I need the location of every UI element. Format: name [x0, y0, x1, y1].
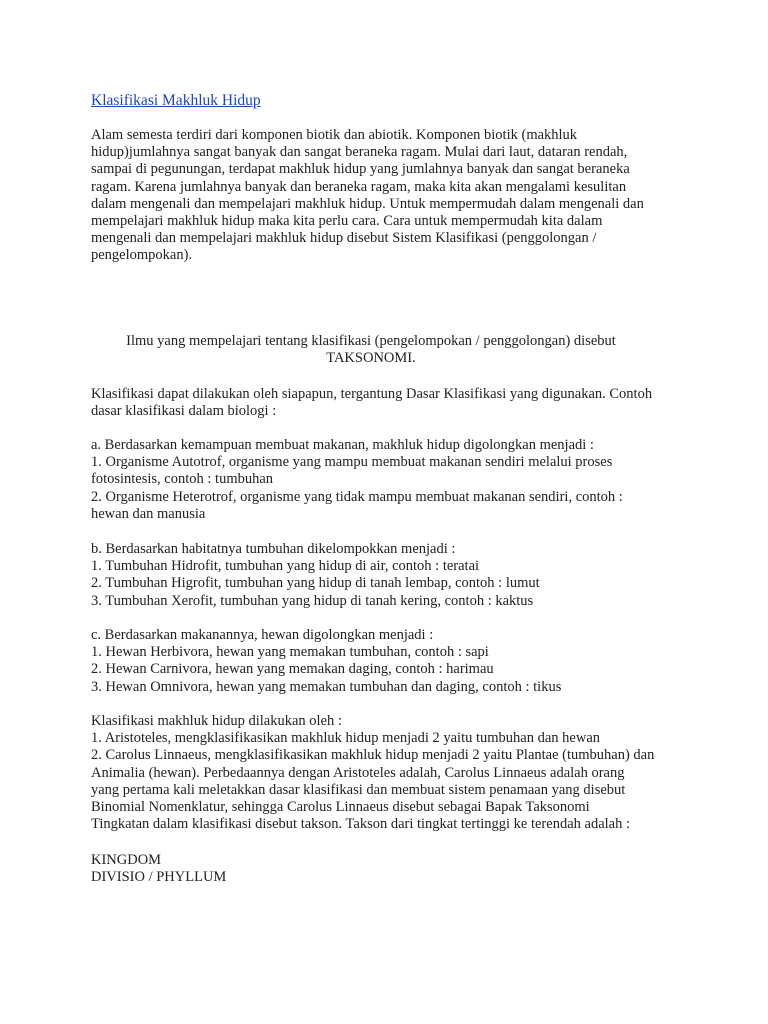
section-b-line: b. Berdasarkan habitatnya tumbuhan dikelompokkan menjadi : — [91, 541, 456, 557]
intro-line: mengenali dan mempelajari makhluk hidup disebut Sistem Klasifikasi (penggolongan / — [91, 230, 597, 247]
taxon-item: DIVISIO / PHYLLUM — [91, 869, 227, 886]
section-b-line: 3. Tumbuhan Xerofit, tumbuhan yang hidup di tanah kering, contoh : kaktus — [91, 592, 534, 609]
section-c-line: 3. Hewan Omnivora, hewan yang memakan tumbuhan dan daging, contoh : tikus — [91, 678, 562, 695]
intro-line: ragam. Karena jumlahnya banyak dan beraneka ragam, maka kita akan mengalami kesulitan — [91, 178, 627, 195]
document-title-link[interactable]: Klasifikasi Makhluk Hidup — [91, 92, 261, 109]
history-paragraph — [91, 713, 691, 833]
intro-line: dalam mengenali dan mempelajari makhluk hidup. Untuk mempermudah dalam mengenali dan — [91, 195, 644, 212]
section-c-line: 1. Hewan Herbivora, hewan yang memakan tumbuhan, contoh : sapi — [91, 644, 489, 661]
section-b-line: 1. Tumbuhan Hidrofit, tumbuhan yang hidup di air, contoh : teratai — [91, 558, 480, 575]
taxonomy-definition — [91, 333, 651, 367]
section-a-line: a. Berdasarkan kemampuan membuat makanan, makhluk hidup digolongkan menjadi : — [91, 437, 594, 453]
intro-line: hidup)jumlahnya sangat banyak dan sangat beraneka ragam. Mulai dari laut, dataran rendah, — [91, 144, 628, 161]
history-line: Animalia (hewan). Perbedaannya dengan Aristoteles adalah, Carolus Linnaeus adalah orang — [91, 764, 625, 781]
history-line: yang pertama kali meletakkan dasar klasifikasi dan membuat sistem penamaan yang disebut — [91, 781, 626, 798]
intro-line: sampai di pegunungan, terdapat makhluk hidup yang jumlahnya banyak dan sangat beraneka — [91, 161, 630, 178]
section-a-line: hewan dan manusia — [91, 505, 206, 522]
section-b-list — [91, 541, 691, 610]
taxon-item: KINGDOM — [91, 852, 162, 868]
section-b-line: 2. Tumbuhan Higrofit, tumbuhan yang hidup di tanah lembap, contoh : lumut — [91, 575, 540, 592]
section-c-line: c. Berdasarkan makanannya, hewan digolongkan menjadi : — [91, 627, 434, 643]
basis-line: dasar klasifikasi dalam biologi : — [91, 403, 277, 420]
history-line: 1. Aristoteles, mengklasifikasikan makhluk hidup menjadi 2 yaitu tumbuhan dan hewan — [91, 730, 601, 747]
history-line: Tingkatan dalam klasifikasi disebut takson. Takson dari tingkat tertinggi ke terendah adalah : — [91, 816, 630, 833]
intro-line: mempelajari makhluk hidup maka kita perlu cara. Cara untuk mempermudah kita dalam — [91, 213, 603, 230]
basis-line: Klasifikasi dapat dilakukan oleh siapapun, tergantung Dasar Klasifikasi yang digunakan. Contoh — [91, 386, 653, 402]
section-a-line: 1. Organisme Autotrof, organisme yang mampu membuat makanan sendiri melalui proses — [91, 454, 613, 471]
history-line: Binomial Nomenklatur, sehingga Carolus Linnaeus disebut sebagai Bapak Taksonomi — [91, 799, 590, 816]
section-a-line: 2. Organisme Heterotrof, organisme yang tidak mampu membuat makanan sendiri, contoh : — [91, 488, 623, 505]
history-line: 2. Carolus Linnaeus, mengklasifikasikan makhluk hidup menjadi 2 yaitu Plantae (tumbuhan) dan — [91, 747, 655, 764]
intro-line: pengelompokan). — [91, 247, 193, 264]
intro-line: Alam semesta terdiri dari komponen biotik dan abiotik. Komponen biotik (makhluk — [91, 127, 578, 143]
history-line: Klasifikasi makhluk hidup dilakukan oleh : — [91, 713, 342, 729]
section-c-list — [91, 627, 691, 696]
taxon-list — [91, 852, 691, 886]
intro-paragraph — [91, 127, 691, 265]
section-a-line: fotosintesis, contoh : tumbuhan — [91, 471, 274, 488]
basis-paragraph — [91, 386, 691, 420]
definition-line: TAKSONOMI. — [326, 350, 416, 367]
section-a-list — [91, 437, 691, 523]
section-c-line: 2. Hewan Carnivora, hewan yang memakan daging, contoh : harimau — [91, 661, 494, 678]
definition-line: Ilmu yang mempelajari tentang klasifikasi (pengelompokan / penggolongan) disebut — [126, 333, 616, 349]
